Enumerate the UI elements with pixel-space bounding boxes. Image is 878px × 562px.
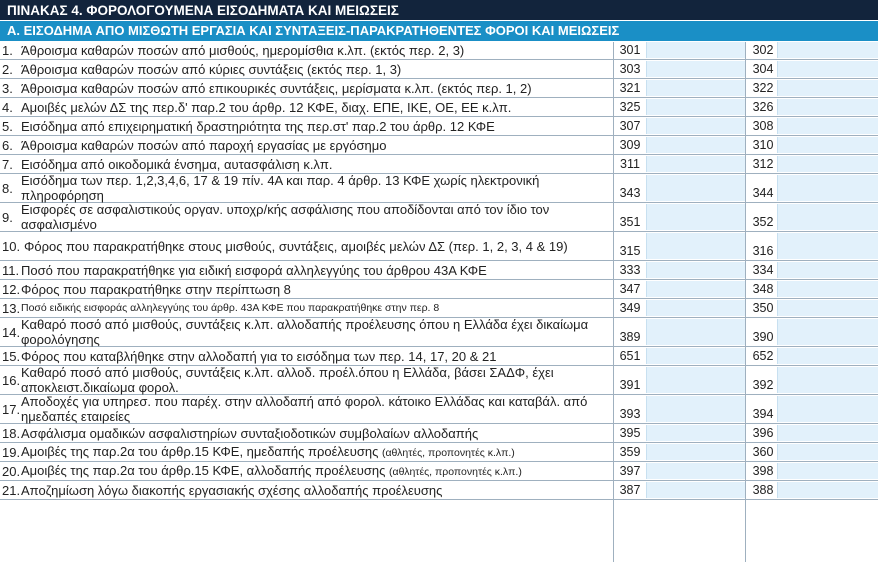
field-code-left: 651 (619, 349, 641, 363)
field-code-right: 390 (752, 330, 774, 344)
row-label-text: Άθροισμα καθαρών ποσών από κύριες συντάξεις (εκτός περ. 1, 3) (21, 61, 402, 77)
amount-field-left[interactable] (646, 137, 745, 153)
table-row (0, 79, 878, 98)
table-row (0, 366, 878, 395)
amount-field-left[interactable] (646, 42, 745, 58)
row-label (21, 60, 613, 78)
row-number: 3. (2, 80, 13, 96)
amount-field-right[interactable] (777, 118, 878, 134)
row-number: 2. (2, 61, 13, 77)
row-label (21, 366, 613, 394)
row-number: 15. (2, 348, 21, 364)
amount-field-right[interactable] (777, 300, 878, 316)
field-code-right: 302 (752, 43, 774, 57)
row-label (21, 41, 613, 59)
amount-field-right[interactable] (777, 99, 878, 115)
row-label (21, 299, 613, 317)
table-row (0, 60, 878, 79)
amount-field-left[interactable] (646, 233, 745, 259)
row-label-text: Καθαρό ποσό από μισθούς, συντάξεις κ.λπ. αλλοδαπής προέλευσης όπου η Ελλάδα έχει δικαίωμα φορολόγησης (21, 317, 589, 347)
table-title: ΠΙΝΑΚΑΣ 4. ΦΟΡΟΛΟΓΟΥΜΕΝΑ ΕΙΣΟΔΗΜΑΤΑ ΚΑΙ ΜΕΙΩΣΕΙΣ (0, 0, 878, 21)
table-row (0, 203, 878, 232)
amount-field-left[interactable] (646, 204, 745, 230)
row-label-text: Άθροισμα καθαρών ποσών από επικουρικές συντάξεις, μερίσματα κ.λπ. (εκτός περ. 1, 2) (21, 80, 532, 96)
amount-field-left[interactable] (646, 463, 745, 479)
field-code-right: 396 (752, 426, 774, 440)
row-number: 7. (2, 156, 13, 172)
divider-line (745, 42, 746, 562)
table-row (0, 98, 878, 117)
table-row (0, 462, 878, 481)
field-code-left: 343 (619, 186, 641, 200)
amount-field-right[interactable] (777, 482, 878, 498)
table-row (0, 481, 878, 500)
amount-field-left[interactable] (646, 425, 745, 441)
row-label-text: Φόρος που καταβλήθηκε στην αλλοδαπή για το εισόδημα των περ. 14, 17, 20 & 21 (21, 348, 497, 364)
field-code-left: 387 (619, 483, 641, 497)
row-number: 11. (2, 262, 20, 278)
amount-field-left[interactable] (646, 175, 745, 201)
field-code-left: 333 (619, 263, 641, 277)
row-number: 12. (2, 281, 21, 297)
amount-field-right[interactable] (777, 444, 878, 460)
row-label (21, 424, 613, 442)
field-code-right: 322 (752, 81, 774, 95)
amount-field-right[interactable] (777, 367, 878, 393)
field-code-right: 348 (752, 282, 774, 296)
field-code-left: 309 (619, 138, 641, 152)
field-code-left: 301 (619, 43, 641, 57)
row-label-text: Αποδοχές για υπηρεσ. που παρέχ. στην αλλοδαπή από φορολ. κάτοικο Ελλάδας και καταβάλ. από ημεδαπές εταιρείες (21, 394, 588, 424)
field-code-right: 388 (752, 483, 774, 497)
field-code-left: 325 (619, 100, 641, 114)
row-label-text: Αποζημίωση λόγω διακοπής εργασιακής σχέσης αλλοδαπής προέλευσης (21, 482, 443, 498)
row-label (21, 155, 613, 173)
field-code-left: 315 (619, 244, 641, 258)
field-code-right: 310 (752, 138, 774, 152)
row-number: 10. (2, 238, 21, 254)
table-row (0, 280, 878, 299)
field-code-right: 334 (752, 263, 774, 277)
divider-line (613, 42, 614, 562)
field-code-right: 312 (752, 157, 774, 171)
field-code-left: 395 (619, 426, 641, 440)
row-label (21, 79, 613, 97)
table-row (0, 174, 878, 203)
table-row (0, 318, 878, 347)
table-row (0, 424, 878, 443)
amount-field-right[interactable] (777, 204, 878, 230)
row-label (21, 117, 613, 135)
row-label (21, 481, 613, 499)
row-number: 19. (2, 444, 21, 460)
amount-field-right[interactable] (777, 319, 878, 345)
row-label (21, 261, 613, 279)
amount-field-left[interactable] (646, 80, 745, 96)
row-label (21, 318, 613, 346)
rows-container (0, 41, 878, 500)
row-note: (αθλητές, προπονητές κ.λπ.) (381, 446, 515, 459)
table-row (0, 299, 878, 318)
field-code-right: 352 (752, 215, 774, 229)
row-label-text: Άθροισμα καθαρών ποσών από παροχή εργασίας με εργόσημο (21, 137, 387, 153)
row-number: 13. (2, 300, 21, 316)
amount-field-left[interactable] (646, 348, 745, 364)
table-row (0, 232, 878, 261)
row-label-text: Ασφάλισμα ομαδικών ασφαλιστηρίων συνταξιοδοτικών συμβολαίων αλλοδαπής (21, 425, 479, 441)
row-label (21, 395, 613, 423)
amount-field-left[interactable] (646, 396, 745, 422)
field-code-right: 392 (752, 378, 774, 392)
row-label (24, 232, 616, 260)
row-number: 21. (2, 482, 21, 498)
row-label (21, 347, 613, 365)
amount-field-left[interactable] (646, 61, 745, 77)
row-number: 14. (2, 324, 21, 340)
table-row (0, 136, 878, 155)
amount-field-left[interactable] (646, 262, 745, 278)
row-label (21, 462, 613, 480)
amount-field-left[interactable] (646, 319, 745, 345)
amount-field-right[interactable] (777, 61, 878, 77)
field-code-left: 389 (619, 330, 641, 344)
field-code-left: 303 (619, 62, 641, 76)
amount-field-right[interactable] (777, 262, 878, 278)
row-number: 17. (2, 401, 21, 417)
row-note: (αθλητές, προπονητές κ.λπ.) (389, 465, 522, 478)
amount-field-right[interactable] (777, 396, 878, 422)
amount-field-right[interactable] (777, 175, 878, 201)
amount-field-right[interactable] (777, 233, 878, 259)
field-code-left: 349 (619, 301, 641, 315)
row-label-text: Εισόδημα των περ. 1,2,3,4,6, 17 & 19 πίν. 4Α και παρ. 4 άρθρ. 13 ΚΦΕ χωρίς ηλεκτρονική πληροφόρηση (21, 173, 540, 203)
row-number: 8. (2, 180, 13, 196)
row-label-text: Ποσό που παρακρατήθηκε για ειδική εισφορά αλληλεγγύης του άρθρου 43Α ΚΦΕ (21, 262, 487, 278)
row-label-text: Άθροισμα καθαρών ποσών από μισθούς, ημερομίσθια κ.λπ. (εκτός περ. 2, 3) (21, 42, 465, 58)
amount-field-left[interactable] (646, 118, 745, 134)
table-row (0, 261, 878, 280)
amount-field-left[interactable] (646, 444, 745, 460)
field-code-right: 326 (752, 100, 774, 114)
amount-field-left[interactable] (646, 281, 745, 297)
row-number: 9. (2, 209, 13, 225)
amount-field-left[interactable] (646, 99, 745, 115)
row-label-text: Φόρος που παρακρατήθηκε στην περίπτωση 8 (21, 281, 291, 297)
field-code-left: 351 (619, 215, 641, 229)
row-label-text: Εισόδημα από οικοδομικά ένσημα, αυτασφάλιση κ.λπ. (21, 156, 333, 172)
field-code-right: 304 (752, 62, 774, 76)
field-code-right: 398 (752, 464, 774, 478)
row-label-text: Αμοιβές μελών ΔΣ της περ.δ' παρ.2 του άρθρ. 12 ΚΦΕ, διαχ. ΕΠΕ, ΙΚΕ, ΟΕ, ΕΕ κ.λπ. (21, 99, 512, 115)
amount-field-left[interactable] (646, 367, 745, 393)
field-code-right: 360 (752, 445, 774, 459)
field-code-left: 391 (619, 378, 641, 392)
amount-field-right[interactable] (777, 80, 878, 96)
row-label-text: Αμοιβές της παρ.2α του άρθρ.15 ΚΦΕ, αλλοδαπής προέλευσης (21, 462, 386, 478)
row-label (21, 98, 613, 116)
row-label-text: Φόρος που παρακρατήθηκε στους μισθούς, συντάξεις, αμοιβές μελών ΔΣ (περ. 1, 2, 3, 4 & 19) (24, 238, 568, 254)
row-label (21, 203, 613, 231)
row-label (21, 174, 613, 202)
row-number: 4. (2, 99, 13, 115)
amount-field-left[interactable] (646, 482, 745, 498)
row-label-text: Καθαρό ποσό από μισθούς, συντάξεις κ.λπ. αλλοδ. προέλ.όπου η Ελλάδα, βάσει ΣΑΔΦ, έχει αποκλειστ.δικαίωμα φορολ. (21, 365, 554, 395)
field-code-left: 397 (619, 464, 641, 478)
amount-field-right[interactable] (777, 281, 878, 297)
table-row (0, 347, 878, 366)
field-code-right: 652 (752, 349, 774, 363)
field-code-left: 321 (619, 81, 641, 95)
row-number: 16. (2, 372, 21, 388)
section-title: Α. ΕΙΣΟΔΗΜΑ ΑΠΟ ΜΙΣΘΩΤΗ ΕΡΓΑΣΙΑ ΚΑΙ ΣΥΝΤΑΞΕΙΣ-ΠΑΡΑΚΡΑΤΗΘΕΝΤΕΣ ΦΟΡΟΙ ΚΑΙ ΜΕΙΩΣΕΙΣ (0, 21, 878, 41)
row-label-text: Εισόδημα από επιχειρηματική δραστηριότητα της περ.στ' παρ.2 του άρθρ. 12 ΚΦΕ (21, 118, 495, 134)
table-row (0, 443, 878, 462)
row-number: 18. (2, 425, 21, 441)
table-row (0, 41, 878, 60)
row-label-text: Εισφορές σε ασφαλιστικούς οργαν. υποχρ/κής ασφάλισης που αποδίδονται από τον ίδιο τον ασφαλισμένο (21, 202, 550, 232)
amount-field-left[interactable] (646, 156, 745, 172)
amount-field-right[interactable] (777, 137, 878, 153)
field-code-left: 393 (619, 407, 641, 421)
row-number: 5. (2, 118, 13, 134)
field-code-left: 347 (619, 282, 641, 296)
table-row (0, 155, 878, 174)
field-code-right: 308 (752, 119, 774, 133)
field-code-left: 359 (619, 445, 641, 459)
row-number: 6. (2, 137, 13, 153)
field-code-left: 307 (619, 119, 641, 133)
row-label-text: Αμοιβές της παρ.2α του άρθρ.15 ΚΦΕ, ημεδαπής προέλευσης (21, 443, 379, 459)
field-code-right: 394 (752, 407, 774, 421)
table-row (0, 117, 878, 136)
table-row (0, 395, 878, 424)
field-code-left: 311 (620, 157, 640, 171)
field-code-right: 316 (752, 244, 774, 258)
row-number: 1. (2, 42, 13, 58)
row-label (21, 280, 613, 298)
amount-field-right[interactable] (777, 425, 878, 441)
field-code-right: 350 (752, 301, 774, 315)
field-code-right: 344 (752, 186, 774, 200)
row-label (21, 136, 613, 154)
row-label (21, 443, 613, 461)
amount-field-right[interactable] (777, 42, 878, 58)
amount-field-right[interactable] (777, 348, 878, 364)
amount-field-right[interactable] (777, 463, 878, 479)
row-number: 20. (2, 463, 21, 479)
amount-field-left[interactable] (646, 300, 745, 316)
amount-field-right[interactable] (777, 156, 878, 172)
row-label-text: Ποσό ειδικής εισφοράς αλληλεγγύης του άρθρ. 43Α ΚΦΕ που παρακρατήθηκε στην περ. 8 (21, 301, 440, 314)
